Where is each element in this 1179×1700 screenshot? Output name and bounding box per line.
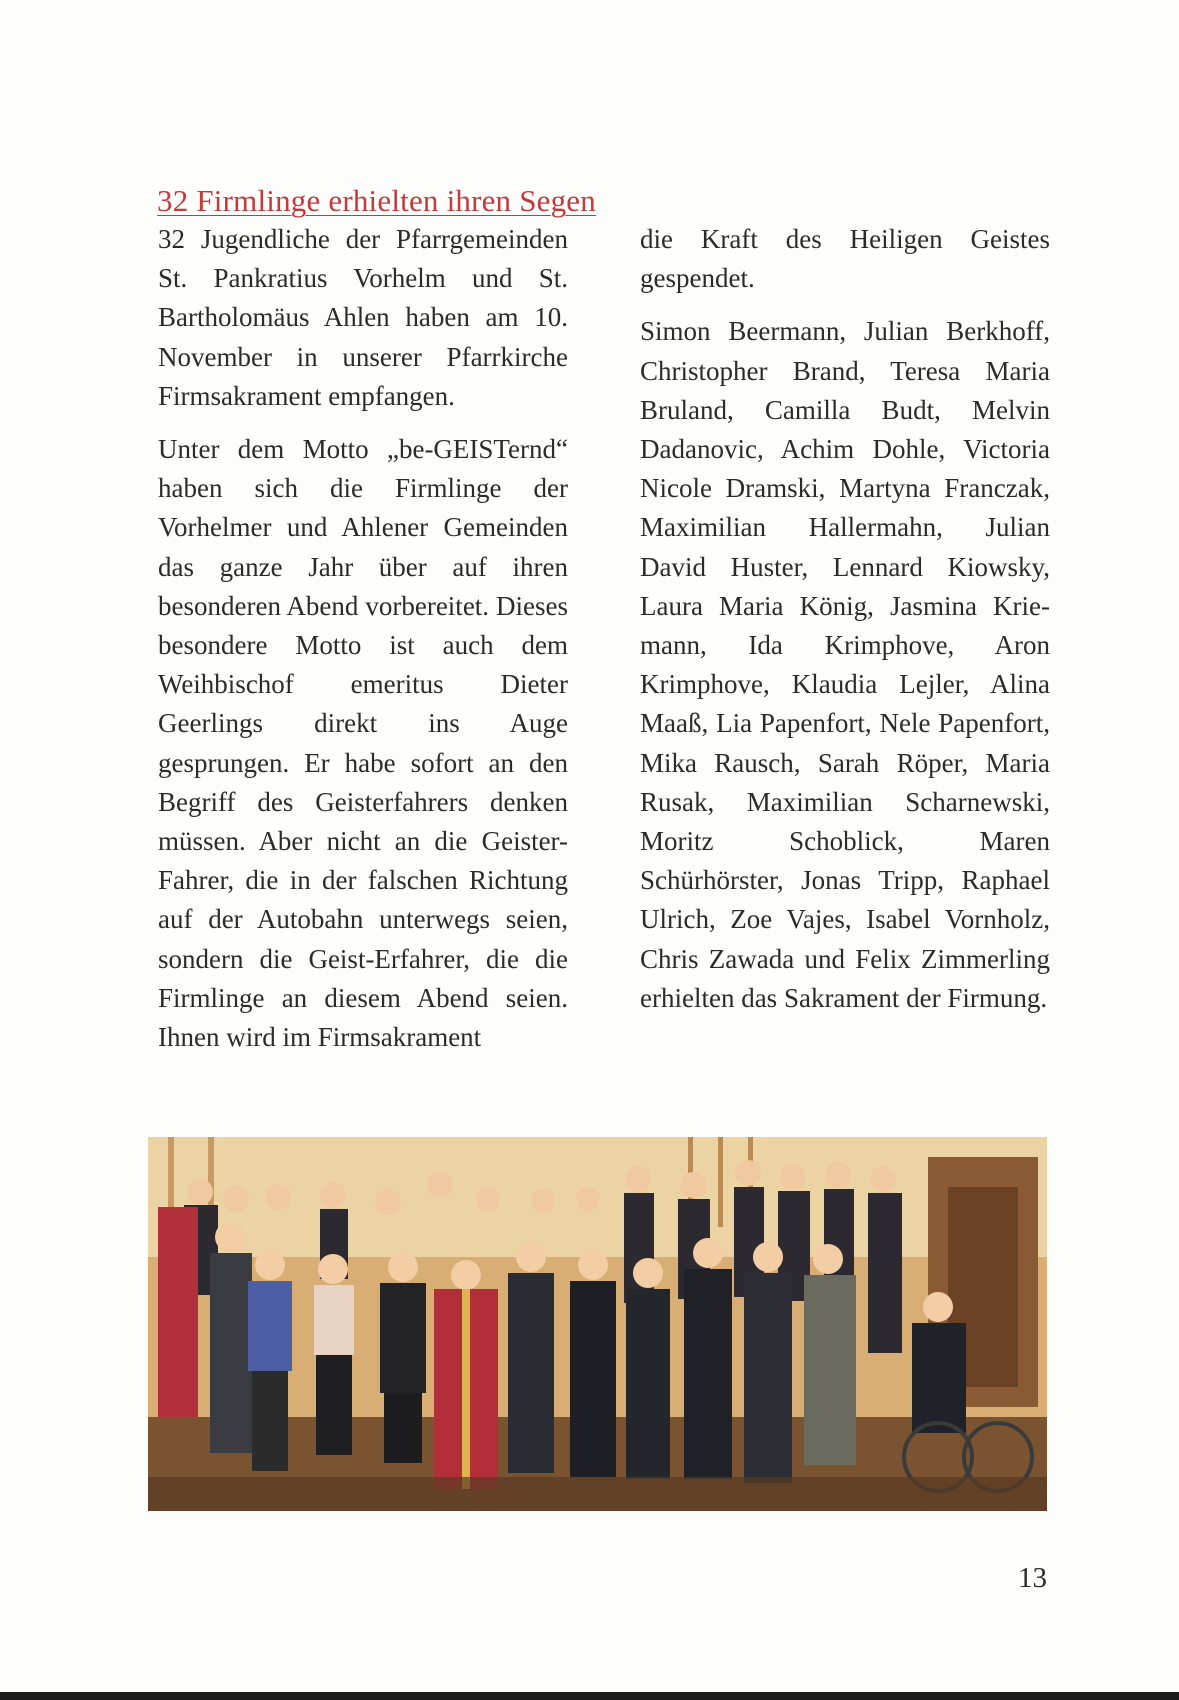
article-title: 32 Firmlinge erhielten ihren Segen (157, 183, 596, 218)
article-paragraph: Simon Beermann, Julian Berkhoff, Christopher Brand, Teresa Maria Bruland, Camilla Budt, Melvin Dadanovic, Achim Dohle, Victoria Nicole Dramski, Martyna Franczak, Maximilian Hallermahn, Julian David Huster, Lennard Kiowsky, Laura Maria König, Jasmina Kriemann, Ida Krimphove, Aron Krimphove, Klaudia Lejler, Alina Maaß, Lia Papenfort, Nele Papenfort, Mika Rausch, Sarah Röper, Maria Rusak, Maximilian Scharnewski, Moritz Schoblick, Maren Schürhörster, Jonas Tripp, Raphael Ulrich, Zoe Vajes, Isabel Vornholz, Chris Zawada und Felix Zimmerling erhielten das Sakrament der Firmung. (640, 316, 1050, 1013)
article-column-right (640, 220, 1050, 1032)
group-photo-illustration (148, 1137, 1047, 1511)
page-number: 13 (1018, 1562, 1047, 1594)
group-photo (148, 1137, 1047, 1511)
article-paragraph: Unter dem Motto „be-GEISTernd“ haben sich die Firmlinge der Vorhelmer und Ahlener Gemeinden das ganze Jahr über auf ihren besonderen Abend vorbereitet. Dieses besondere Motto ist auch dem Weihbischof emeritus Dieter Geerlings direkt ins Auge gesprungen. Er habe sofort an den Begriff des Geisterfahrers denken müssen. Aber nicht an die Geister-Fahrer, die in der falschen Richtung auf der Autobahn unterwegs seien, sondern die Geist-Erfahrer, die die Firmlinge an diesem Abend seien. Ihnen wird im Firmsakrament (158, 434, 568, 1053)
scan-edge-border (0, 1692, 1179, 1700)
article-paragraph: 32 Jugendliche der Pfarrgemeinden St. Pankratius Vorhelm und St. Bartholomäus Ahlen haben am 10. November in unserer Pfarrkirche Firmsakrament empfangen. (158, 224, 568, 411)
article-paragraph: die Kraft des Heiligen Geistes gespendet. (640, 224, 1050, 294)
article-column-left (158, 220, 568, 1071)
